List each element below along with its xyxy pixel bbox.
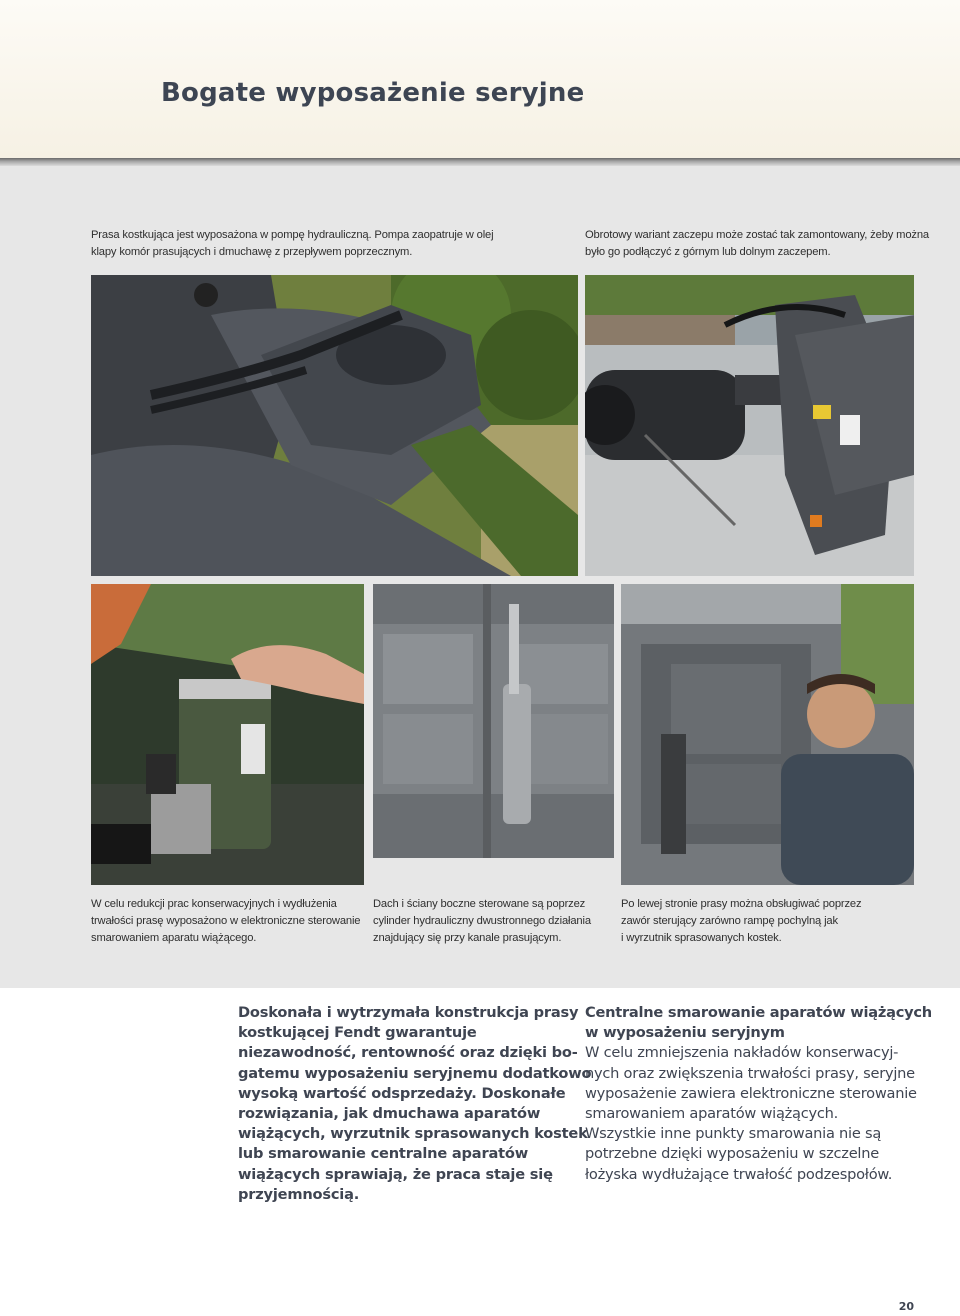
page-number: 20 [898, 1300, 914, 1313]
photo-operator-valve [621, 584, 914, 885]
body-central-lubrication: Centralne smarowanie aparatów wiążących w wyposażeniu seryjnym W celu zmniejszenia nakładów konserwacyj- nych oraz zwiększenia trwałości prasy, seryjne wyposażenie zawiera elektroniczne sterowanie smarowaniem aparatów wiążących. Wszystkie inne punkty smarowania nie są potrzebne dzięki wyposażeniu w szczelne łożyska wydłużające trwałość podzespołów. [585, 1004, 932, 1183]
photo-hydraulic-pump [91, 275, 578, 576]
caption-hitch: Obrotowy wariant zaczepu może zostać tak zamontowany, żeby można było go podłączyć z górnym lub dolnym zaczepem. [585, 229, 930, 258]
page-title: Bogate wyposażenie seryjne [161, 78, 585, 108]
header-shadow [0, 158, 960, 166]
caption-cylinder: Dach i ściany boczne sterowane są poprzez cylinder hydrauliczny dwustronnego działania znajdujący się przy kanale prasującym. [373, 898, 591, 944]
caption-operator: Po lewej stronie prasy można obsługiwać poprzez zawór sterujący zarówno rampę pochylną jak i wyrzutnik sprasowanych kostek. [621, 898, 862, 944]
caption-lubrication: W celu redukcji prac konserwacyjnych i wydłużenia trwałości prasę wyposażono w elektroniczne sterowanie smarowaniem aparatu wiążącego. [91, 898, 361, 944]
section-heading: Centralne smarowanie aparatów wiążących w wyposażeniu seryjnym [585, 1004, 932, 1042]
photo-hitch [585, 275, 914, 576]
caption-hydraulic-pump: Prasa kostkująca jest wyposażona w pompę hydrauliczną. Pompa zaopatruje w olej klapy komór prasujących i dmuchawę z przepływem poprzecznym. [91, 229, 494, 258]
photo-lubrication-tank [91, 584, 364, 885]
photo-hydraulic-cylinder [373, 584, 614, 858]
body-intro: Doskonała i wytrzymała konstrukcja prasy kostkującej Fendt gwarantuje niezawodność, rentowność oraz dzięki bo- gatemu wyposażeniu seryjnemu dodatkowo wysoką wartość odsprzedaży. Doskonałe rozwiązania, jak dmuchawa aparatów wiążących, wyrzutnik sprasowanych kostek lub smarowanie centralne aparatów wiążących sprawiają, że praca staje się przyjemnością. [238, 1004, 592, 1203]
